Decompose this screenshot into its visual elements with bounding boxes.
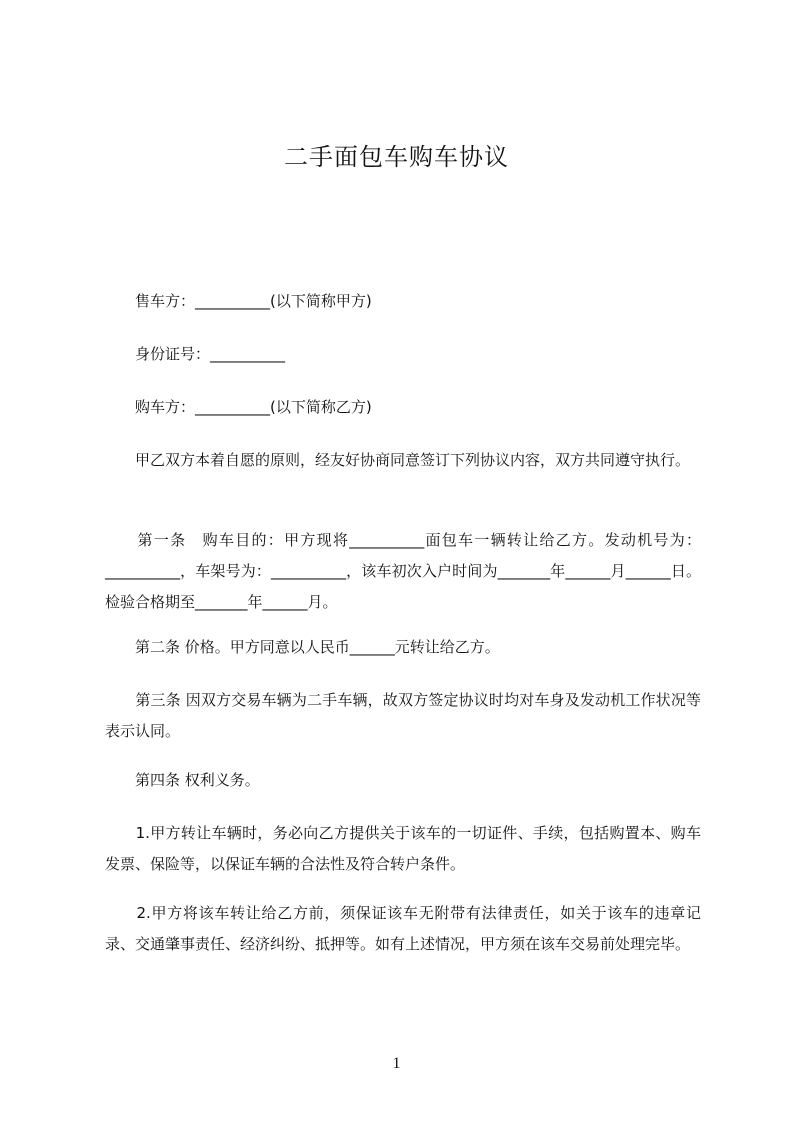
buyer-line: 购车方：__________(以下简称乙方) bbox=[105, 398, 372, 416]
seller-line: 售车方：__________(以下简称甲方) bbox=[105, 292, 372, 310]
clause-4-1: 1.甲方转让车辆时，务必向乙方提供关于该车的一切证件、手续，包括购置本、购车发票、保险等，以保证车辆的合法性及符合转户条件。 bbox=[105, 824, 701, 873]
article-4-rights: 第四条 权利义务。 bbox=[105, 771, 260, 789]
article-2-price: 第二条 价格。甲方同意以人民币______元转让给乙方。 bbox=[105, 638, 500, 656]
id-number-line: 身份证号：__________ bbox=[105, 345, 286, 363]
agreement-preamble: 甲乙双方本着自愿的原则，经友好协商同意签订下列协议内容，双方共同遵守执行。 bbox=[105, 451, 691, 469]
clause-4-2: 2.甲方将该车转让给乙方前，须保证该车无附带有法律责任，如关于该车的违章记录、交通肇事责任、经济纠纷、抵押等。如有上述情况，甲方须在该车交易前处理完毕。 bbox=[105, 904, 701, 953]
article-1-purpose: 第一条 购车目的：甲方现将__________面包车一辆转让给乙方。发动机号为：__________，车架号为：__________，该车初次入户时间为_______年______月______日。检验合格期至_______年______月。 bbox=[105, 531, 701, 611]
document-title: 二手面包车购车协议 bbox=[284, 143, 509, 171]
page-number: 1 bbox=[392, 1055, 401, 1072]
article-3-condition: 第三条 因双方交易车辆为二手车辆，故双方签定协议时均对车身及发动机工作状况等表示认同。 bbox=[105, 691, 701, 740]
